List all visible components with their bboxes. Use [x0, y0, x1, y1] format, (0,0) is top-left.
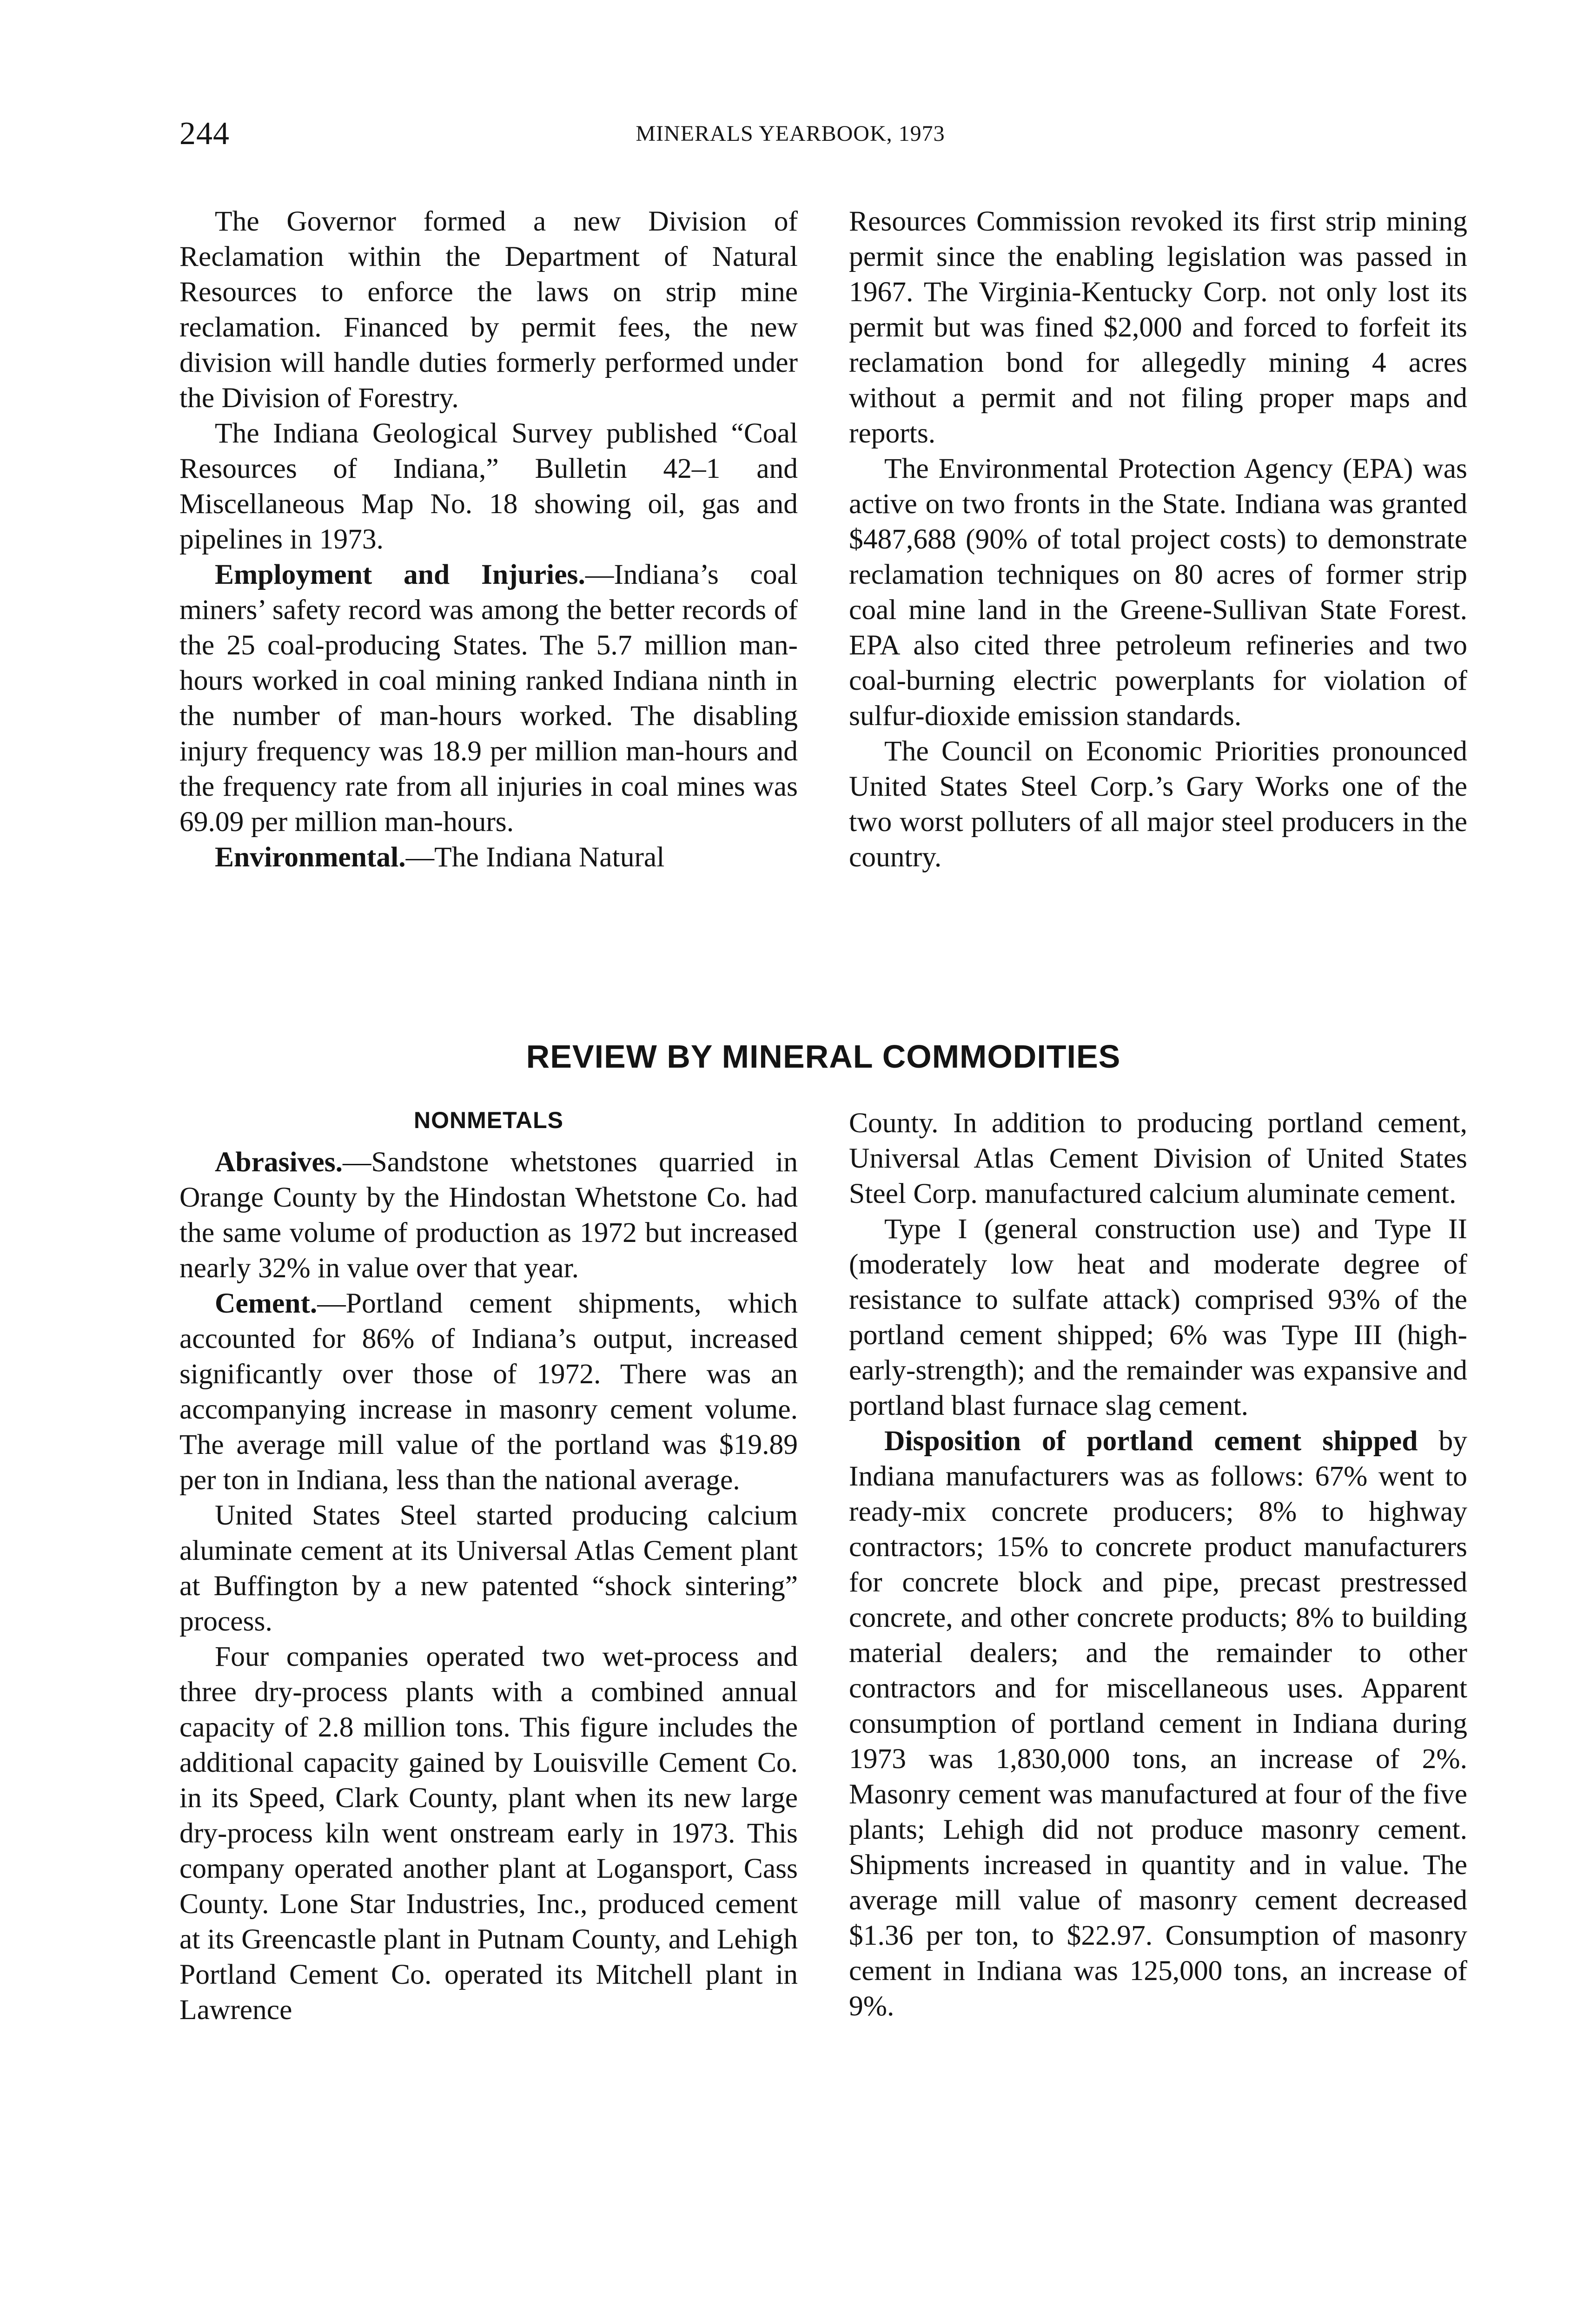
bottom-left-column	[179, 1144, 798, 2027]
paragraph-universal-atlas: County. In addition to producing portland cement, Universal Atlas Cement Division of United States Steel Corp. manufactured calcium aluminate cement.	[849, 1107, 1467, 1209]
paragraph-abrasives	[179, 1144, 798, 1286]
paragraph-epa: The Environmental Protection Agency (EPA) was active on two fronts in the State. Indiana was granted $487,688 (90% of total project costs) to demonstrate reclamation techniques on 80 acres of former strip coal mine land in the Greene-Sullivan State Forest. EPA also cited three petroleum refineries and two coal-burning electric powerplants for violation of sulfur-dioxide emission standards.	[849, 453, 1467, 732]
paragraph-geological-survey: The Indiana Geological Survey published “Coal Resources of Indiana,” Bulletin 42–1 and Miscellaneous Map No. 18 showing oil, gas and pipelines in 1973.	[179, 417, 798, 555]
top-right-column	[849, 204, 1467, 875]
body-disposition: by Indiana manufacturers was as follows: 67% went to ready-mix concrete producers; 8% to highway contractors; 15% to concrete product manufacturers for concrete block and pipe, precast prestressed concrete, and other concrete products; 8% to building material dealers; and the remainder to other contractors and for miscellaneous uses. Apparent consumption of portland cement in Indiana during 1973 was 1,830,000 tons, an increase of 2%. Masonry cement was manufactured at four of the five plants; Lehigh did not produce masonry cement. Shipments increased in quantity and in value. The average mill value of masonry cement decreased $1.36 per ton, to $22.97. Consumption of masonry cement in Indiana was 125,000 tons, an increase of 9%.	[849, 1425, 1467, 2022]
heading-disposition: Disposition of portland cement shipped	[884, 1425, 1418, 1457]
paragraph-resources-commission: Resources Commission revoked its first strip mining permit since the enabling legislation was passed in 1967. The Virginia-Kentucky Corp. not only lost its permit but was fined $2,000 and forced to forfeit its reclamation bond for allegedly mining 4 acres without a permit and not filing proper maps and reports.	[849, 205, 1467, 449]
running-title: MINERALS YEARBOOK, 1973	[636, 121, 945, 146]
paragraph-cement	[179, 1286, 798, 1498]
paragraph-disposition	[849, 1423, 1467, 2024]
page-number: 244	[179, 116, 230, 152]
paragraph-calcium-aluminate: United States Steel started producing calcium aluminate cement at its Universal Atlas Cement plant at Buffington by a new patented “shock sintering” process.	[179, 1499, 798, 1637]
heading-employment-injuries: Employment and Injuries.	[215, 559, 585, 590]
paragraph-four-companies: Four companies operated two wet-process and three dry-process plants with a combined annual capacity of 2.8 million tons. This figure includes the additional capacity gained by Louisville Cement Co. in its Speed, Clark County, plant when its new large dry-process kiln went onstream early in 1973. This company operated another plant at Logansport, Cass County. Lone Star Industries, Inc., produced cement at its Greencastle plant in Putnam County, and Lehigh Portland Cement Co. operated its Mitchell plant in Lawrence	[179, 1641, 798, 2026]
paragraph-cement-types: Type I (general construction use) and Type II (moderately low heat and moderate degree of resistance to sulfate attack) comprised 93% of the portland cement shipped; 6% was Type III (high-early-strength); and the remainder was expansive and portland blast furnace slag cement.	[849, 1213, 1467, 1421]
body-cement: —Portland cement shipments, which accounted for 86% of Indiana’s output, increased significantly over those of 1972. There was an accompanying increase in masonry cement volume. The average mill value of the portland was $19.89 per ton in Indiana, less than the national average.	[179, 1287, 798, 1496]
heading-environmental: Environmental.	[215, 841, 406, 873]
section-title-review: REVIEW BY MINERAL COMMODITIES	[526, 1038, 1121, 1075]
paragraph-economic-priorities: The Council on Economic Priorities pronounced United States Steel Corp.’s Gary Works one of the two worst polluters of all major steel producers in the country.	[849, 735, 1467, 873]
paragraph-environmental	[179, 839, 798, 875]
body-employment-injuries: —Indiana’s coal miners’ safety record was among the better records of the 25 coal-producing States. The 5.7 million man-hours worked in coal mining ranked Indiana ninth in the number of man-hours worked. The disabling injury frequency was 18.9 per million man-hours and the frequency rate from all injuries in coal mines was 69.09 per million man-hours.	[179, 559, 798, 838]
top-left-column	[179, 204, 798, 875]
paragraph-employment-injuries	[179, 557, 798, 839]
body-abrasives: —Sandstone whetstones quarried in Orange County by the Hindostan Whetstone Co. had the same volume of production as 1972 but increased nearly 32% in value over that year.	[179, 1146, 798, 1284]
heading-abrasives: Abrasives.	[215, 1146, 343, 1178]
subsection-title-nonmetals: NONMETALS	[414, 1107, 563, 1133]
paragraph-reclamation-division: The Governor formed a new Division of Reclamation within the Department of Natural Resources to enforce the laws on strip mine reclamation. Financed by permit fees, the new division will handle duties formerly performed under the Division of Forestry.	[179, 205, 798, 414]
body-environmental: —The Indiana Natural	[405, 841, 665, 873]
heading-cement: Cement.	[215, 1287, 318, 1319]
bottom-right-column	[849, 1105, 1467, 2024]
